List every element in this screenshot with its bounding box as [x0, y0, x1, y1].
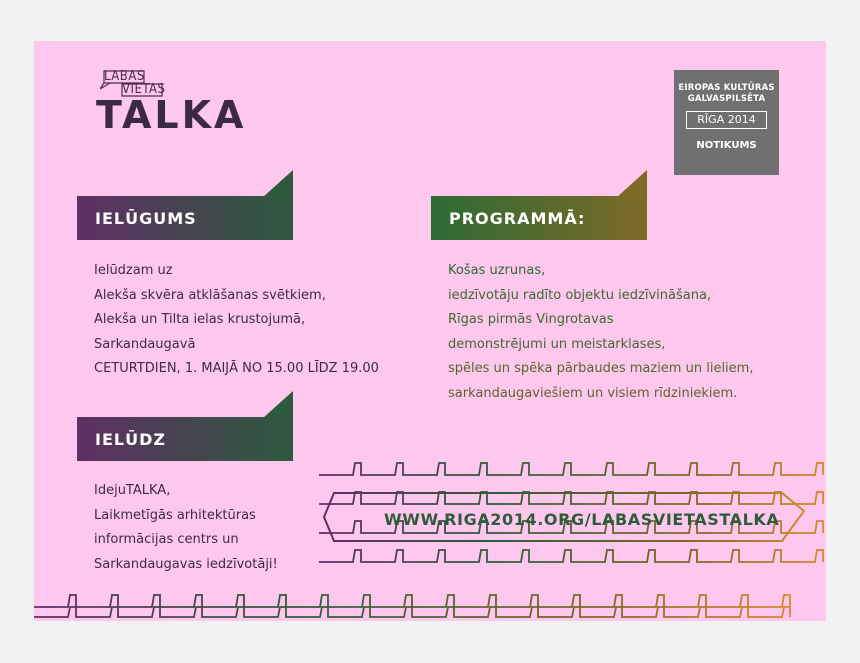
programme-line: Košas uzrunas,: [448, 263, 546, 278]
logo-labas: LABAS: [104, 69, 145, 84]
invitation-date: CETURTDIEN, 1. MAIJĀ NO 15.00 LĪDZ 19.00: [94, 361, 379, 377]
organizer-line: Sarkandaugavas iedzīvotāji!: [94, 556, 278, 572]
programme-line: iedzīvotāju radīto objektu iedzīvināšana,: [448, 287, 712, 303]
invitation-line: Alekša skvēra atklāšanas svētkiem,: [94, 287, 326, 303]
website-link[interactable]: WWW.RIGA2014.ORG/LABASVIETASTALKA: [384, 510, 780, 529]
stair-line: [34, 607, 790, 617]
badge-line2: GALVASPILSĒTA: [687, 94, 766, 104]
stair-line: [34, 595, 790, 607]
programme-line: demonstrējumi un meistarklases,: [448, 336, 666, 352]
invitation-heading: IELŪGUMS: [95, 209, 197, 228]
programme-line: Rīgas pirmās Vingrotavas: [448, 312, 614, 328]
stair-line: [319, 550, 823, 562]
organizer-line: Laikmetīgās arhitektūras: [94, 507, 256, 523]
programme-heading: PROGRAMMĀ:: [449, 209, 586, 228]
invitation-line: Sarkandaugavā: [94, 336, 196, 352]
badge-riga-logo: RĪGA 2014: [686, 111, 767, 129]
invitation-line: Alekša un Tilta ielas krustojumā,: [94, 312, 306, 328]
programme-line: spēles un spēka pārbaudes maziem un lieliem,: [448, 361, 754, 377]
decorative-stair-lines: [34, 41, 826, 621]
logo-talka: TALKA: [96, 93, 247, 137]
invited-by-heading: IELŪDZ: [95, 430, 166, 449]
invitation-card: [34, 41, 826, 621]
logo-vietas: VIETAS: [122, 82, 166, 97]
badge-line1: EIROPAS KULTŪRAS: [678, 83, 775, 93]
stair-line: [319, 463, 823, 475]
programme-line: sarkandaugaviešiem un visiem rīdziniekiem.: [448, 385, 738, 401]
organizer-line: informācijas centrs un: [94, 532, 239, 548]
organizer-line: IdejuTALKA,: [94, 483, 171, 498]
badge-label: NOTIKUMS: [696, 140, 757, 151]
invitation-line: Ielūdzam uz: [94, 263, 173, 278]
